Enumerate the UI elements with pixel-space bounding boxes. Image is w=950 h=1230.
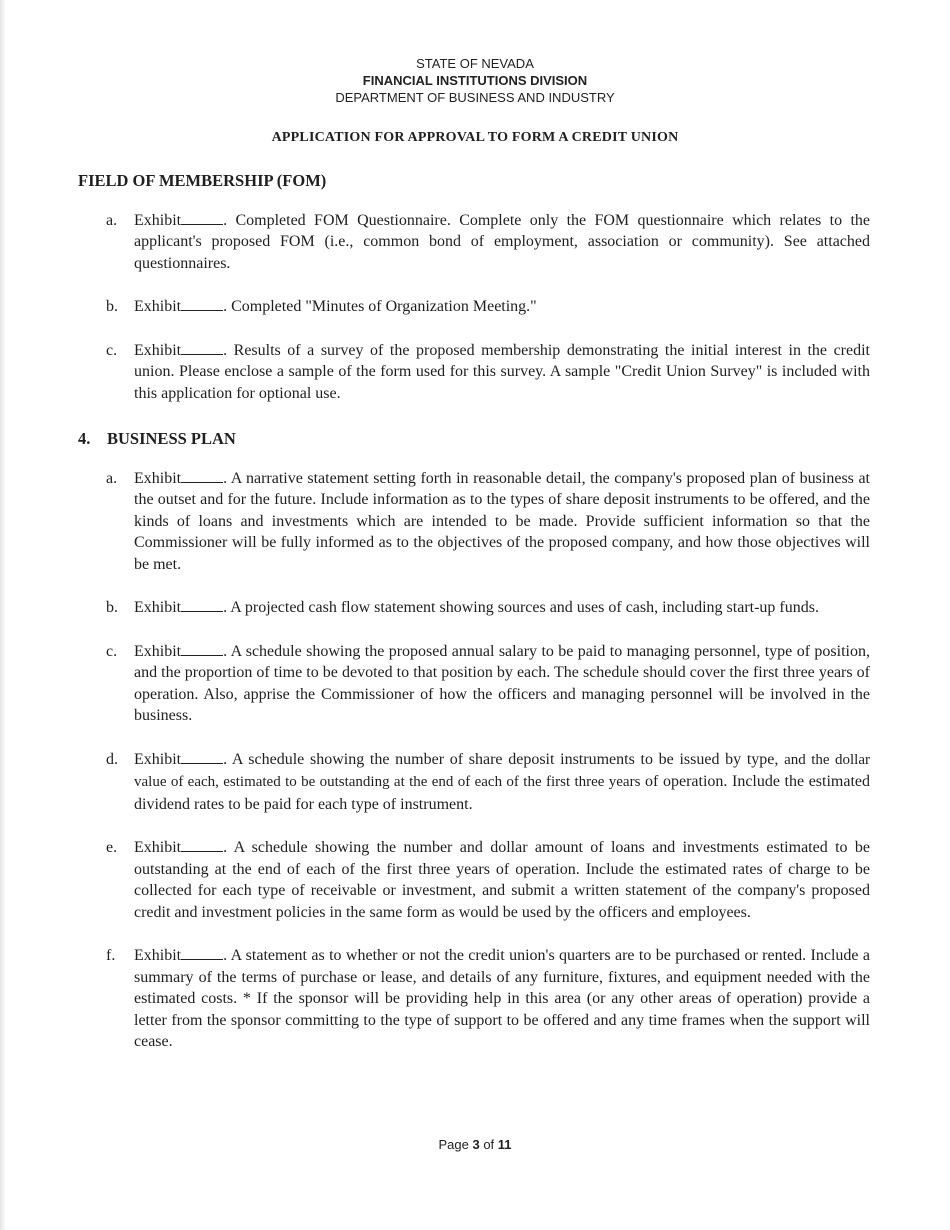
item-marker: e. [106,839,118,856]
exhibit-number-blank[interactable] [181,469,223,483]
business-item-c [78,641,870,727]
document-header [0,55,950,106]
item-text-end: of operation. Include the estimated dividend rates to be paid for each type of instrument. [134,773,871,813]
header-state: STATE OF NEVADA [416,56,534,71]
header-division: FINANCIAL INSTITUTIONS DIVISION [362,73,588,88]
item-marker: a. [106,211,118,229]
exhibit-number-blank[interactable] [181,598,223,612]
item-text: . A schedule showing the proposed annual salary to be paid to managing personnel, type of position, and the proportion of time to be devoted to that position by each. The schedule should cover the first three years of operation. Also, apprise the Commissioner of how the officers and managing personnel will be involved in the business. [134,642,870,724]
item-marker: c. [106,341,118,359]
fom-section [78,210,870,405]
exhibit-label: Exhibit [134,211,182,229]
item-text-continued: and the dollar value of each, estimated to be outstanding at the end of each of the first three years [134,751,870,790]
page-label: Page [438,1137,469,1152]
exhibit-number-blank[interactable] [181,341,223,355]
exhibit-label: Exhibit [134,750,182,768]
item-text: . A narrative statement setting forth in reasonable detail, the company's proposed plan of business at the outset and for the future. Include information as to the types of share deposit instruments to be offered, and the kinds of loans and investments which are intended to be made. Provide sufficient information so that the Commissioner will be fully informed as to the objectives of the proposed company, and how those objectives will be met. [134,469,870,573]
business-item-f [78,945,870,1053]
exhibit-label: Exhibit [134,839,182,856]
business-item-e [78,837,870,923]
fom-item-a [78,210,870,275]
business-plan-section [78,468,870,1053]
exhibit-number-blank[interactable] [181,297,223,311]
section-number: 4. [78,429,91,448]
item-marker: f. [106,947,116,964]
item-marker: c. [106,642,118,660]
exhibit-label: Exhibit [134,947,182,964]
business-item-a [78,468,870,576]
scan-left-edge [0,0,6,1230]
item-marker: a. [106,469,118,487]
section-title: BUSINESS PLAN [107,429,236,448]
exhibit-number-blank[interactable] [181,838,223,852]
page-footer [0,1137,950,1152]
exhibit-number-blank[interactable] [181,750,223,764]
exhibit-number-blank[interactable] [181,946,223,960]
application-title: APPLICATION FOR APPROVAL TO FORM A CREDIT UNION [271,130,679,145]
of-label: of [483,1137,495,1152]
exhibit-label: Exhibit [134,341,182,359]
header-department: DEPARTMENT OF BUSINESS AND INDUSTRY [335,90,615,105]
fom-item-b [78,296,870,318]
business-item-b [78,597,870,619]
exhibit-number-blank[interactable] [181,642,223,656]
page-total: 11 [497,1137,512,1152]
business-plan-heading [78,428,870,450]
fom-item-c [78,340,870,405]
item-text: . A schedule showing the number and dollar amount of loans and investments estimated to be outstanding at the end of each of the first three years of operation. Include the estimated rates of charge to be collected for each type of receivable or investment, and submit a written statement of the company's proposed credit and investment policies in the same form as would be used by the officers and employees. [134,839,870,921]
item-marker: b. [106,599,118,616]
exhibit-label: Exhibit [134,599,182,616]
item-text: . Results of a survey of the proposed membership demonstrating the initial interest in the credit union. Please enclose a sample of the form used for this survey. A sample "Credit Union Survey" is included with this application for optional use. [134,341,870,402]
page-current: 3 [472,1137,480,1152]
item-text: . Completed FOM Questionnaire. Complete only the FOM questionnaire which relates to the applicant's proposed FOM (i.e., common bond of employment, association or community). See attached questionnaires. [134,211,870,272]
item-text: . Completed "Minutes of Organization Meeting." [223,298,537,315]
business-item-d [78,749,870,816]
item-text: . A statement as to whether or not the credit union's quarters are to be purchased or rented. Include a summary of the terms of purchase or lease, and details of any furniture, fixtures, and equipment needed with the estimated costs. * If the sponsor will be providing help in this area (or any other areas of operation) provide a letter from the sponsor committing to the type of support to be offered and any time frames when the support will cease. [134,947,870,1050]
exhibit-number-blank[interactable] [181,211,223,225]
exhibit-label: Exhibit [134,298,182,315]
item-marker: b. [106,298,118,315]
item-text: . A schedule showing the number of share deposit instruments to be issued by type, [223,750,779,768]
item-text: . A projected cash flow statement showing sources and uses of cash, including start-up funds. [223,599,819,616]
item-marker: d. [106,750,118,768]
exhibit-label: Exhibit [134,469,182,487]
fom-heading: FIELD OF MEMBERSHIP (FOM) [78,171,327,190]
document-body [78,170,870,1075]
exhibit-label: Exhibit [134,642,182,660]
